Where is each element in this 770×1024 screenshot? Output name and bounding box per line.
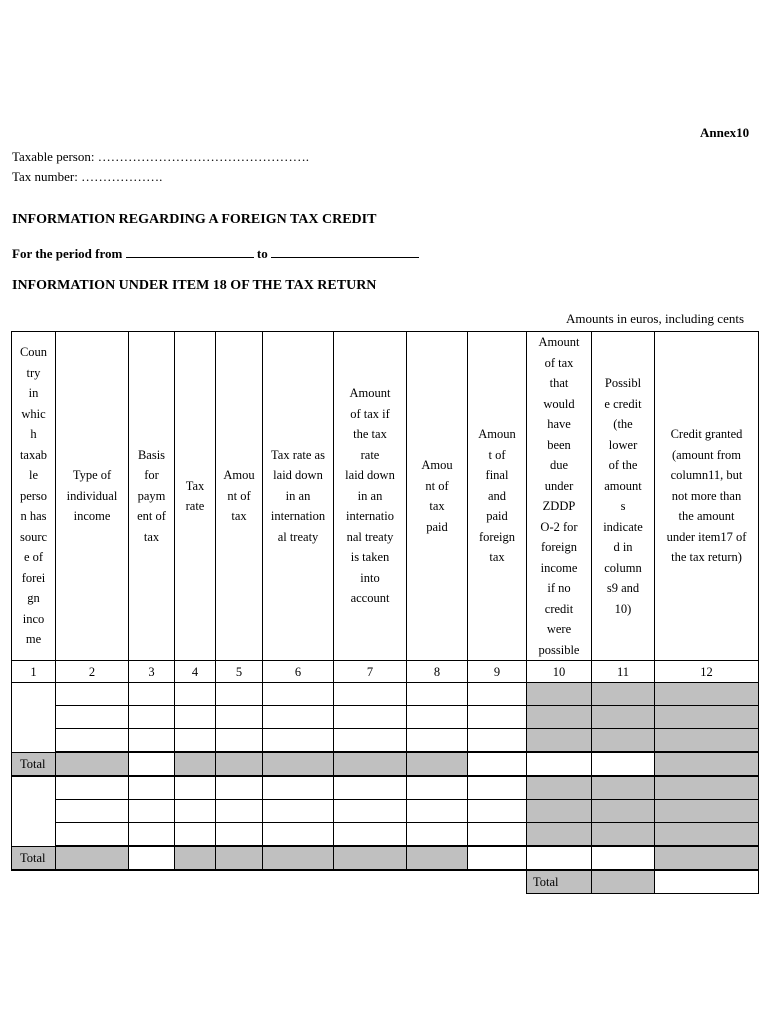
column-header-2 — [56, 332, 129, 661]
column-header-line: Basis — [137, 447, 166, 462]
column-header-line: internation — [270, 509, 326, 524]
column-header-line: is taken — [350, 550, 390, 565]
column-header-line: Type of — [72, 468, 112, 483]
column-header-line: ent of — [137, 509, 166, 524]
cell[interactable] — [175, 729, 216, 753]
annex-label: Annex10 — [700, 125, 750, 140]
shaded-cell — [407, 846, 468, 870]
period-from-field[interactable] — [126, 245, 254, 258]
cell[interactable] — [56, 776, 129, 800]
column-header-line: (amount from — [671, 447, 742, 462]
total-label: Total — [12, 752, 56, 776]
cell[interactable] — [56, 729, 129, 753]
column-header-line: gn — [27, 591, 40, 606]
shaded-cell — [175, 846, 216, 870]
column-header-line: in an — [285, 488, 311, 503]
column-header-line: perso — [19, 488, 48, 503]
column-header-line: s9 and — [606, 581, 640, 595]
cell[interactable] — [263, 823, 334, 847]
shaded-cell — [527, 729, 592, 753]
cell[interactable] — [263, 776, 334, 800]
cell[interactable] — [175, 776, 216, 800]
column-header-3 — [129, 332, 175, 661]
shaded-cell — [216, 846, 263, 870]
column-header-line: Amount — [538, 335, 580, 349]
column-header-line: paym — [137, 488, 166, 503]
shaded-cell — [655, 776, 759, 800]
column-header-line: Tax rate as — [271, 447, 325, 462]
column-header-line: under item17 of — [666, 529, 747, 544]
column-header-line: t of — [488, 447, 506, 462]
column-header-line: nt of — [425, 478, 449, 493]
column-header-line: due — [549, 458, 569, 472]
column-header-line: Tax — [185, 478, 205, 493]
cell[interactable] — [129, 800, 175, 823]
shaded-cell — [527, 823, 592, 847]
cell[interactable] — [263, 683, 334, 706]
cell[interactable] — [468, 823, 527, 847]
shaded-cell — [592, 800, 655, 823]
shaded-cell — [407, 752, 468, 776]
cell[interactable] — [334, 800, 407, 823]
shaded-cell — [592, 871, 655, 894]
column-header-line: account — [350, 591, 390, 606]
header-row — [12, 332, 759, 661]
column-number: 8 — [407, 661, 468, 683]
column-header-line: possible — [538, 642, 580, 657]
tax-number-line: Tax number: ………………. — [12, 169, 163, 184]
column-header-7 — [334, 332, 407, 661]
cell[interactable] — [592, 846, 655, 870]
column-header-line: rate — [185, 499, 205, 513]
column-header-line: le — [28, 468, 39, 483]
column-number: 12 — [655, 661, 759, 683]
cell[interactable] — [129, 776, 175, 800]
cell[interactable] — [468, 776, 527, 800]
cell[interactable] — [129, 729, 175, 753]
shaded-cell — [655, 683, 759, 706]
shaded-cell — [655, 846, 759, 870]
column-header-1 — [12, 332, 56, 661]
column-number: 5 — [216, 661, 263, 683]
table-row — [12, 683, 759, 706]
shaded-cell — [592, 706, 655, 729]
shaded-cell — [527, 683, 592, 706]
column-header-line: d in — [613, 540, 633, 554]
column-header-line: internatio — [346, 509, 394, 524]
column-header-line: n has — [20, 509, 47, 524]
table-row — [12, 729, 759, 753]
column-header-line: have — [547, 417, 571, 431]
column-header-line: under — [544, 478, 574, 493]
column-header-line: Amoun — [478, 427, 516, 442]
shaded-cell — [263, 752, 334, 776]
cell[interactable] — [468, 729, 527, 753]
cell[interactable] — [56, 706, 129, 729]
column-header-line: inco — [22, 611, 45, 626]
section-heading: INFORMATION UNDER ITEM 18 OF THE TAX RETURN — [12, 278, 377, 293]
column-header-line: paid — [486, 509, 508, 524]
table-row — [12, 823, 759, 847]
cell[interactable] — [527, 846, 592, 870]
column-header-line: of the — [608, 458, 638, 472]
grand-total-label: Total — [527, 871, 592, 894]
column-header-line: Possibl — [604, 376, 642, 390]
cell[interactable] — [407, 683, 468, 706]
cell[interactable] — [468, 683, 527, 706]
column-header-line: foreign — [478, 529, 516, 544]
column-header-line: taxab — [19, 447, 48, 462]
cell[interactable] — [129, 683, 175, 706]
column-header-line: in an — [357, 488, 383, 503]
cell[interactable] — [129, 752, 175, 776]
column-header-6 — [263, 332, 334, 661]
column-header-line: al treaty — [277, 529, 319, 544]
shaded-cell — [592, 776, 655, 800]
cell[interactable] — [216, 729, 263, 753]
shaded-cell — [655, 752, 759, 776]
cell[interactable] — [263, 729, 334, 753]
column-header-line: whic — [21, 406, 46, 421]
period-to-field[interactable] — [271, 245, 419, 258]
column-header-line: the tax return) — [671, 550, 742, 565]
shaded-cell — [527, 776, 592, 800]
cell[interactable] — [334, 729, 407, 753]
cell[interactable] — [175, 683, 216, 706]
cell[interactable] — [407, 800, 468, 823]
cell[interactable] — [56, 800, 129, 823]
column-header-5 — [216, 332, 263, 661]
cell[interactable] — [175, 706, 216, 729]
column-header-line: h — [30, 427, 37, 442]
shaded-cell — [56, 752, 129, 776]
column-header-line: Credit granted — [670, 427, 743, 442]
column-header-line: ZDDP — [542, 499, 576, 513]
column-header-line: laid down — [273, 468, 323, 483]
column-header-10 — [527, 332, 592, 661]
foreign-tax-credit-table — [11, 331, 759, 871]
column-header-line: e credit — [604, 396, 642, 411]
column-header-line: final — [485, 468, 509, 483]
column-header-line: (the — [613, 417, 633, 431]
column-header-line: sourc — [19, 529, 48, 544]
column-header-line: would — [543, 396, 575, 411]
country-cell[interactable] — [12, 683, 56, 753]
shaded-cell — [655, 823, 759, 847]
column-header-8 — [407, 332, 468, 661]
shaded-cell — [527, 706, 592, 729]
cell[interactable] — [407, 823, 468, 847]
shaded-cell — [592, 683, 655, 706]
column-number: 11 — [592, 661, 655, 683]
column-number: 9 — [468, 661, 527, 683]
shaded-cell — [216, 752, 263, 776]
column-number: 7 — [334, 661, 407, 683]
column-header-line: Coun — [19, 345, 48, 360]
column-header-line: try — [26, 365, 41, 380]
column-header-line: column — [604, 560, 642, 575]
cell[interactable] — [216, 823, 263, 847]
shaded-cell — [655, 729, 759, 753]
column-number-row — [12, 661, 759, 683]
cell[interactable] — [527, 752, 592, 776]
shaded-cell — [263, 846, 334, 870]
cell[interactable] — [56, 823, 129, 847]
column-header-line: tax — [429, 499, 445, 513]
shaded-cell — [334, 846, 407, 870]
cell[interactable] — [468, 800, 527, 823]
column-number: 2 — [56, 661, 129, 683]
cell[interactable] — [407, 706, 468, 729]
shaded-cell — [655, 800, 759, 823]
column-header-12 — [655, 332, 759, 661]
cell[interactable] — [407, 729, 468, 753]
column-header-line: indicate — [603, 519, 643, 534]
cell[interactable] — [468, 706, 527, 729]
total-row — [12, 846, 759, 870]
column-header-line: that — [549, 376, 569, 390]
column-header-line: of tax if — [350, 406, 390, 421]
cell[interactable] — [468, 752, 527, 776]
column-header-9 — [468, 332, 527, 661]
column-header-line: the tax — [353, 427, 387, 442]
column-header-line: column11, but — [670, 468, 743, 483]
shaded-cell — [592, 729, 655, 753]
grand-total-value[interactable] — [655, 871, 759, 894]
column-header-line: amount — [604, 478, 642, 493]
column-header-line: me — [25, 632, 42, 647]
shaded-cell — [175, 752, 216, 776]
cell[interactable] — [216, 776, 263, 800]
column-header-line: the amount — [678, 509, 735, 524]
cell[interactable] — [175, 823, 216, 847]
shaded-cell — [334, 752, 407, 776]
table-row — [12, 776, 759, 800]
cell[interactable] — [334, 823, 407, 847]
cell[interactable] — [263, 706, 334, 729]
grand-total-table — [526, 870, 759, 894]
cell[interactable] — [175, 800, 216, 823]
column-header-line: tax — [143, 529, 160, 544]
cell[interactable] — [263, 800, 334, 823]
column-header-line: paid — [426, 519, 448, 534]
cell[interactable] — [129, 846, 175, 870]
column-header-line: lower — [608, 437, 638, 452]
column-header-line: Amou — [223, 468, 255, 483]
cell[interactable] — [334, 706, 407, 729]
column-header-line: not more than — [671, 488, 742, 503]
period-to-label: to — [256, 246, 268, 261]
period-line — [12, 245, 419, 262]
shaded-cell — [655, 706, 759, 729]
shaded-cell — [592, 823, 655, 847]
shaded-cell — [56, 846, 129, 870]
cell[interactable] — [334, 683, 407, 706]
column-header-line: of tax — [544, 355, 574, 370]
amounts-note: Amounts in euros, including cents — [566, 311, 745, 326]
column-header-line: rate — [360, 447, 380, 462]
column-header-line: tax — [231, 509, 247, 524]
cell[interactable] — [129, 706, 175, 729]
column-header-line: individual — [66, 488, 118, 503]
column-header-line: were — [546, 622, 572, 636]
form-title: INFORMATION REGARDING A FOREIGN TAX CREDIT — [12, 212, 377, 227]
column-number: 3 — [129, 661, 175, 683]
cell[interactable] — [216, 706, 263, 729]
cell[interactable] — [407, 776, 468, 800]
total-row — [12, 752, 759, 776]
cell[interactable] — [56, 683, 129, 706]
shaded-cell — [527, 800, 592, 823]
cell[interactable] — [216, 800, 263, 823]
column-header-line: forei — [21, 570, 46, 585]
column-header-line: into — [360, 570, 380, 585]
column-header-line: Amou — [421, 458, 453, 472]
country-cell[interactable] — [12, 776, 56, 846]
column-header-line: O-2 for — [540, 519, 578, 534]
column-number: 1 — [12, 661, 56, 683]
column-number: 4 — [175, 661, 216, 683]
column-header-line: credit — [544, 601, 574, 616]
column-header-line: laid down — [345, 468, 395, 483]
cell[interactable] — [334, 776, 407, 800]
table-row — [12, 706, 759, 729]
column-header-line: in — [28, 386, 39, 401]
column-header-line: and — [487, 488, 507, 503]
column-header-line: nal treaty — [346, 529, 394, 544]
column-header-line: foreign — [540, 540, 578, 554]
column-header-line: nt of — [227, 488, 251, 503]
column-header-line: tax — [489, 550, 505, 565]
column-header-line: been — [547, 437, 571, 452]
column-header-11 — [592, 332, 655, 661]
column-header-line: e of — [23, 550, 44, 565]
total-label: Total — [12, 846, 56, 870]
column-header-line: 10) — [614, 601, 632, 616]
column-number: 6 — [263, 661, 334, 683]
taxable-person-line: Taxable person: …………………………………………. — [12, 149, 309, 164]
column-header-line: income — [73, 509, 111, 524]
column-header-line: s — [620, 499, 626, 513]
cell[interactable] — [468, 846, 527, 870]
cell[interactable] — [216, 683, 263, 706]
column-header-line: for — [144, 468, 159, 483]
table-row — [12, 800, 759, 823]
cell[interactable] — [129, 823, 175, 847]
period-from-label: For the period from — [12, 246, 123, 261]
cell[interactable] — [592, 752, 655, 776]
column-header-4 — [175, 332, 216, 661]
column-header-line: Amount — [349, 386, 391, 401]
column-header-line: if no — [547, 581, 571, 595]
column-header-line: income — [540, 560, 578, 575]
column-number: 10 — [527, 661, 592, 683]
